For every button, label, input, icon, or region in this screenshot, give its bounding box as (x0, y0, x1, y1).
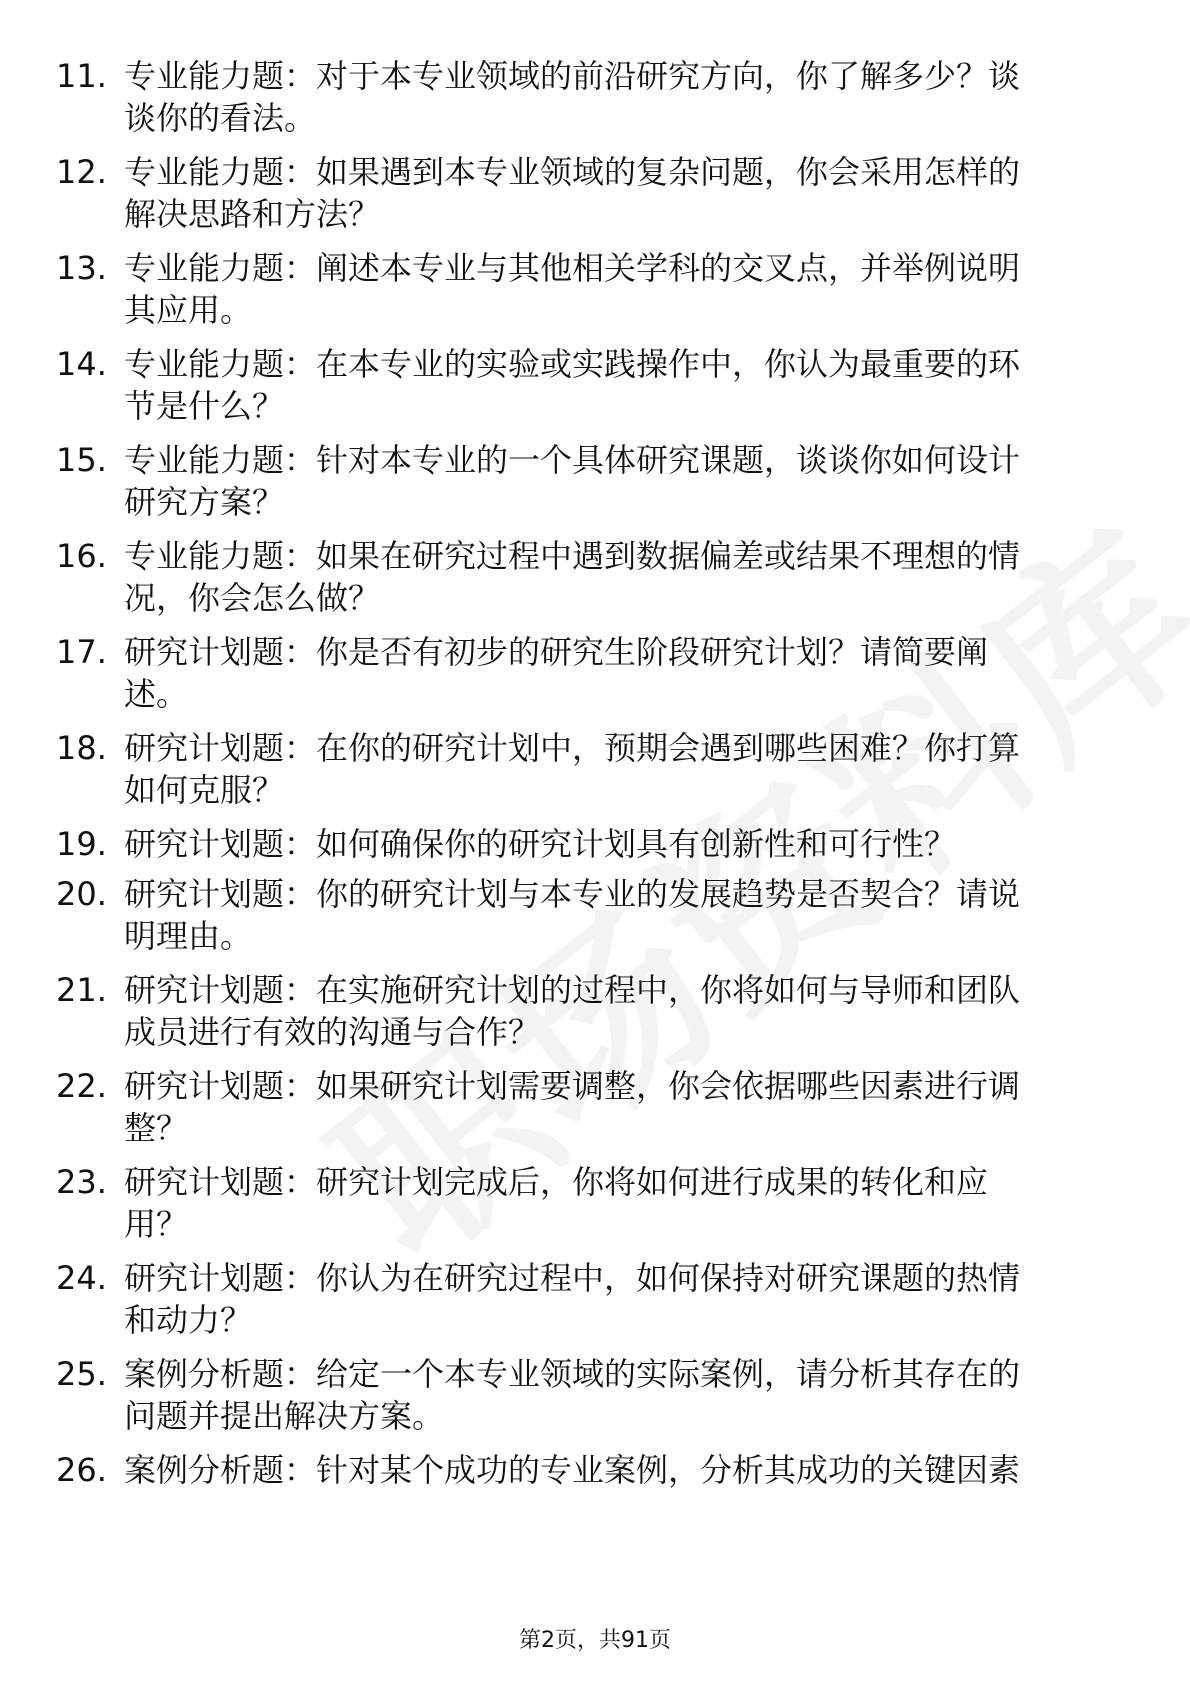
question-line: 专业能力题：如果遇到本专业领域的复杂问题，你会采用怎样的 (124, 153, 1021, 191)
question-line: 节是什么？ (124, 387, 285, 425)
question-item (0, 343, 1190, 439)
question-text (124, 55, 1104, 139)
question-line: 专业能力题：阐述本专业与其他相关学科的交叉点，并举例说明 (124, 249, 1021, 287)
question-item (0, 873, 1190, 969)
question-item (0, 247, 1190, 343)
page-number: 第2页，共91页 (519, 1628, 671, 1653)
question-text (124, 1161, 1104, 1245)
question-number: 21. (56, 971, 107, 1009)
question-number: 12. (56, 153, 107, 191)
question-line: 成员进行有效的沟通与合作？ (124, 1013, 541, 1051)
question-item (0, 1449, 1190, 1545)
question-item (0, 727, 1190, 823)
question-number: 17. (56, 633, 107, 671)
question-number: 25. (56, 1355, 107, 1393)
question-text (124, 343, 1104, 427)
question-number: 22. (56, 1067, 107, 1105)
question-line: 研究计划题：在你的研究计划中，预期会遇到哪些困难？你打算 (124, 729, 1021, 767)
question-line: 况，你会怎么做？ (124, 579, 381, 617)
question-number: 19. (56, 825, 107, 863)
question-number: 11. (56, 57, 107, 95)
question-item (0, 535, 1190, 631)
question-text (124, 535, 1104, 619)
question-item (0, 1353, 1190, 1449)
question-text (124, 439, 1104, 523)
question-line: 解决思路和方法？ (124, 195, 381, 233)
question-line: 案例分析题：针对某个成功的专业案例，分析其成功的关键因素 (124, 1451, 1021, 1489)
question-text (124, 969, 1104, 1053)
question-line: 专业能力题：如果在研究过程中遇到数据偏差或结果不理想的情 (124, 537, 1021, 575)
question-line: 述。 (124, 675, 189, 713)
question-number: 14. (56, 345, 107, 383)
question-text (124, 247, 1104, 331)
question-text (124, 873, 1104, 957)
question-number: 13. (56, 249, 107, 287)
question-item (0, 151, 1190, 247)
question-number: 20. (56, 875, 107, 913)
question-line: 研究计划题：你认为在研究过程中，如何保持对研究课题的热情 (124, 1259, 1021, 1297)
question-item (0, 631, 1190, 727)
question-text (124, 1449, 1104, 1491)
question-line: 和动力？ (124, 1301, 253, 1339)
question-line: 明理由。 (124, 917, 253, 955)
question-line: 研究计划题：在实施研究计划的过程中，你将如何与导师和团队 (124, 971, 1021, 1009)
question-number: 18. (56, 729, 107, 767)
question-line: 问题并提出解决方案。 (124, 1397, 445, 1435)
question-number: 16. (56, 537, 107, 575)
question-line: 用？ (124, 1205, 189, 1243)
question-number: 15. (56, 441, 107, 479)
question-item (0, 1065, 1190, 1161)
question-item (0, 1257, 1190, 1353)
question-item (0, 969, 1190, 1065)
question-item (0, 1161, 1190, 1257)
question-line: 研究计划题：你的研究计划与本专业的发展趋势是否契合？请说 (124, 875, 1021, 913)
question-line: 研究计划题：如何确保你的研究计划具有创新性和可行性？ (124, 825, 957, 863)
question-line: 研究计划题：如果研究计划需要调整，你会依据哪些因素进行调 (124, 1067, 1021, 1105)
question-number: 24. (56, 1259, 107, 1297)
question-line: 如何克服？ (124, 771, 285, 809)
question-line: 专业能力题：对于本专业领域的前沿研究方向，你了解多少？谈 (124, 57, 1021, 95)
question-item (0, 439, 1190, 535)
question-text (124, 1353, 1104, 1437)
question-line: 谈你的看法。 (124, 99, 317, 137)
question-line: 研究方案？ (124, 483, 285, 521)
question-line: 专业能力题：在本专业的实验或实践操作中，你认为最重要的环 (124, 345, 1021, 383)
question-number: 23. (56, 1163, 107, 1201)
question-text (124, 1065, 1104, 1149)
question-line: 研究计划题：研究计划完成后，你将如何进行成果的转化和应 (124, 1163, 989, 1201)
question-item (0, 55, 1190, 151)
question-text (124, 151, 1104, 235)
question-text (124, 823, 1104, 865)
question-number: 26. (56, 1451, 107, 1489)
question-text (124, 727, 1104, 811)
question-line: 其应用。 (124, 291, 253, 329)
question-text (124, 1257, 1104, 1341)
question-line: 专业能力题：针对本专业的一个具体研究课题，谈谈你如何设计 (124, 441, 1021, 479)
question-line: 案例分析题：给定一个本专业领域的实际案例，请分析其存在的 (124, 1355, 1021, 1393)
question-text (124, 631, 1104, 715)
question-line: 研究计划题：你是否有初步的研究生阶段研究计划？请简要阐 (124, 633, 989, 671)
question-line: 整？ (124, 1109, 189, 1147)
